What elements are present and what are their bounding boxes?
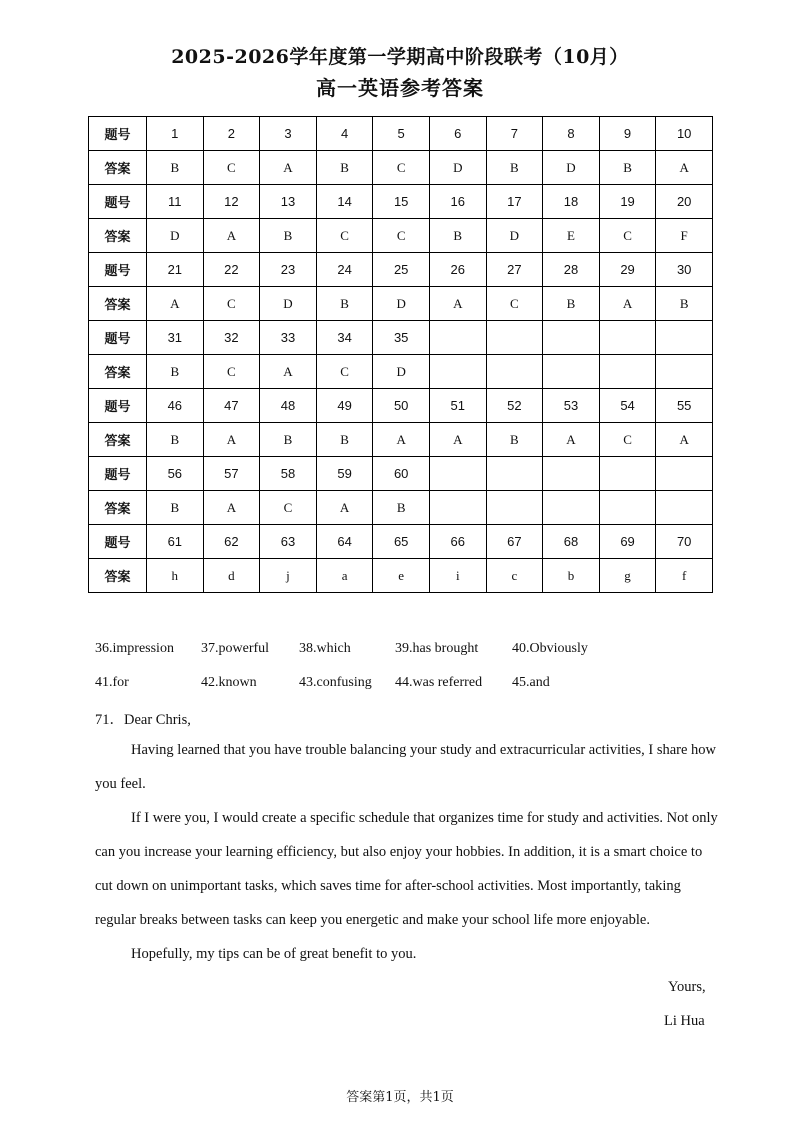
question-number-cell: 8 [543,117,600,151]
question-number-cell: 30 [656,253,713,287]
answer-cell: B [147,423,204,457]
writing-line: Having learned that you have trouble balancing your study and extracurricular activities, I share how [131,742,717,758]
answer-cell: C [599,423,656,457]
question-number-cell: 55 [656,389,713,423]
answer-cell: C [203,287,260,321]
answer-cell: C [316,219,373,253]
answer-cell: B [147,491,204,525]
question-number-cell: 53 [543,389,600,423]
question-number-cell [486,457,543,491]
question-number-cell: 34 [316,321,373,355]
question-label: 题号 [89,525,147,559]
question-number-cell: 29 [599,253,656,287]
question-number-cell: 68 [543,525,600,559]
page-subtitle: 高一英语参考答案 [316,76,484,100]
answer-label: 答案 [89,151,147,185]
answer-cell [486,355,543,389]
question-number-cell: 48 [260,389,317,423]
answer-row [89,219,713,253]
answer-cell: A [656,151,713,185]
answer-cell: B [599,151,656,185]
question-label: 题号 [89,117,147,151]
question-label: 题号 [89,389,147,423]
answer-cell [543,355,600,389]
answer-cell [656,355,713,389]
question-number-cell: 25 [373,253,430,287]
writing-line: Hopefully, my tips can be of great benefit to you. [131,946,417,962]
question-number-cell: 33 [260,321,317,355]
answer-cell: a [316,559,373,593]
question-number-cell: 58 [260,457,317,491]
question-number-cell: 16 [429,185,486,219]
question-label: 题号 [89,185,147,219]
question-number-cell: 32 [203,321,260,355]
question-number-cell: 28 [543,253,600,287]
question-number-cell: 50 [373,389,430,423]
answer-cell: C [203,151,260,185]
answer-cell: A [429,423,486,457]
question-number-cell: 57 [203,457,260,491]
answer-cell: B [260,423,317,457]
question-number-cell [429,457,486,491]
question-number-cell: 21 [147,253,204,287]
answer-label: 答案 [89,287,147,321]
question-number-cell: 51 [429,389,486,423]
answer-cell: A [203,423,260,457]
question-number-cell: 49 [316,389,373,423]
answer-cell: B [260,219,317,253]
writing-line: can you increase your learning efficiency, but also enjoy your hobbies. In addition, it is a smart choice to [95,844,703,860]
answer-cell: D [260,287,317,321]
answer-label: 答案 [89,355,147,389]
question-number-cell: 26 [429,253,486,287]
question-number-cell: 59 [316,457,373,491]
answer-cell: D [486,219,543,253]
fill-answer-37: 37.powerful [201,641,270,656]
answer-cell: g [599,559,656,593]
question-number-cell: 46 [147,389,204,423]
question-number-cell: 31 [147,321,204,355]
fill-answer-36: 36.impression [95,641,174,656]
question-number-cell: 56 [147,457,204,491]
question-number-cell: 67 [486,525,543,559]
answer-cell: C [203,355,260,389]
writing-line: If I were you, I would create a specific schedule that organizes time for study and activities. Not only [131,810,718,826]
question-number-cell [486,321,543,355]
answer-cell: B [147,151,204,185]
question-number-row [89,457,713,491]
question-number-cell: 1 [147,117,204,151]
question-number-cell: 27 [486,253,543,287]
answer-cell: C [599,219,656,253]
answer-cell: A [429,287,486,321]
answer-row [89,559,713,593]
question-number-cell: 6 [429,117,486,151]
question-number-cell: 63 [260,525,317,559]
answer-cell: A [316,491,373,525]
question-number-cell: 13 [260,185,317,219]
answer-cell: h [147,559,204,593]
question-number-cell [543,457,600,491]
fill-answer-42: 42.known [201,675,257,690]
answer-cell: e [373,559,430,593]
answer-cell: D [373,355,430,389]
answer-cell: B [486,151,543,185]
question-number-cell: 7 [486,117,543,151]
answer-cell [486,491,543,525]
answer-row [89,287,713,321]
writing-line: regular breaks between tasks can keep you energetic and make your school life more enjoyable. [95,912,650,928]
question-number-cell: 19 [599,185,656,219]
fill-answer-39: 39.has brought [395,641,479,656]
answer-cell: B [373,491,430,525]
answer-cell: A [656,423,713,457]
answer-cell: D [429,151,486,185]
question-number-cell: 23 [260,253,317,287]
answer-label: 答案 [89,559,147,593]
question-number-row [89,389,713,423]
answer-row [89,423,713,457]
question-number-cell: 66 [429,525,486,559]
fill-answer-38: 38.which [299,641,351,656]
answer-cell: D [373,287,430,321]
answer-cell: C [316,355,373,389]
question-number-cell: 12 [203,185,260,219]
answer-row [89,491,713,525]
question-number-cell [656,457,713,491]
writing-line: you feel. [95,776,146,792]
answer-cell [543,491,600,525]
question-number-cell: 60 [373,457,430,491]
answer-cell: B [656,287,713,321]
answer-cell: F [656,219,713,253]
page-title: 2025-2026学年度第一学期高中阶段联考（10月） [171,46,629,68]
answer-cell: B [147,355,204,389]
question-number-row [89,321,713,355]
question-label: 题号 [89,457,147,491]
answer-cell: A [147,287,204,321]
question-number-cell [543,321,600,355]
answer-cell [599,355,656,389]
answer-cell: B [316,151,373,185]
question-number-row [89,525,713,559]
question-number-cell: 52 [486,389,543,423]
question-number-cell: 17 [486,185,543,219]
answer-cell: A [203,219,260,253]
answer-cell: A [260,151,317,185]
question-number-cell: 14 [316,185,373,219]
question-number-row [89,117,713,151]
answer-cell: A [260,355,317,389]
question-number-cell: 61 [147,525,204,559]
answer-table [88,116,713,593]
question-number-cell: 15 [373,185,430,219]
question-number-cell: 70 [656,525,713,559]
answer-cell: C [486,287,543,321]
question-number-cell: 5 [373,117,430,151]
writing-heading: 71．Dear Chris, [95,712,191,728]
question-label: 题号 [89,253,147,287]
question-number-cell: 4 [316,117,373,151]
question-number-cell: 9 [599,117,656,151]
answer-row [89,151,713,185]
answer-cell: B [486,423,543,457]
page-footer: 答案第1页，共1页 [346,1090,454,1105]
question-label: 题号 [89,321,147,355]
question-number-cell: 11 [147,185,204,219]
answer-label: 答案 [89,491,147,525]
answer-cell: B [543,287,600,321]
answer-cell: f [656,559,713,593]
question-number-cell: 64 [316,525,373,559]
answer-cell: D [147,219,204,253]
question-number-cell: 35 [373,321,430,355]
question-number-cell: 24 [316,253,373,287]
fill-answer-41: 41.for [95,675,129,690]
question-number-cell: 65 [373,525,430,559]
answer-cell: C [373,151,430,185]
answer-cell: d [203,559,260,593]
answer-cell [429,355,486,389]
answer-cell: i [429,559,486,593]
answer-cell [656,491,713,525]
answer-cell [429,491,486,525]
answer-cell: B [316,287,373,321]
question-number-cell [599,321,656,355]
question-number-cell: 20 [656,185,713,219]
question-number-cell: 62 [203,525,260,559]
question-number-cell: 2 [203,117,260,151]
fill-answer-44: 44.was referred [395,675,483,690]
answer-cell: c [486,559,543,593]
answer-row [89,355,713,389]
question-number-row [89,253,713,287]
question-number-cell [656,321,713,355]
question-number-row [89,185,713,219]
question-number-cell: 22 [203,253,260,287]
answer-cell: C [260,491,317,525]
answer-label: 答案 [89,423,147,457]
answer-cell: A [373,423,430,457]
question-number-cell: 47 [203,389,260,423]
answer-cell: B [316,423,373,457]
answer-cell: C [373,219,430,253]
question-number-cell: 3 [260,117,317,151]
fill-answer-43: 43.confusing [299,675,372,690]
question-number-cell [429,321,486,355]
answer-cell: A [543,423,600,457]
answer-cell: E [543,219,600,253]
writing-closing: Yours, [668,979,706,995]
fill-answer-40: 40.Obviously [512,641,588,656]
question-number-cell [599,457,656,491]
answer-label: 答案 [89,219,147,253]
question-number-cell: 10 [656,117,713,151]
answer-cell: B [429,219,486,253]
answer-cell: j [260,559,317,593]
fill-answer-45: 45.and [512,675,550,690]
answer-cell: A [599,287,656,321]
writing-line: cut down on unimportant tasks, which saves time for after-school activities. Most importantly, taking [95,878,681,894]
question-number-cell: 18 [543,185,600,219]
answer-cell [599,491,656,525]
answer-cell: b [543,559,600,593]
question-number-cell: 69 [599,525,656,559]
writing-signature: Li Hua [664,1013,705,1029]
answer-cell: A [203,491,260,525]
answer-cell: D [543,151,600,185]
question-number-cell: 54 [599,389,656,423]
